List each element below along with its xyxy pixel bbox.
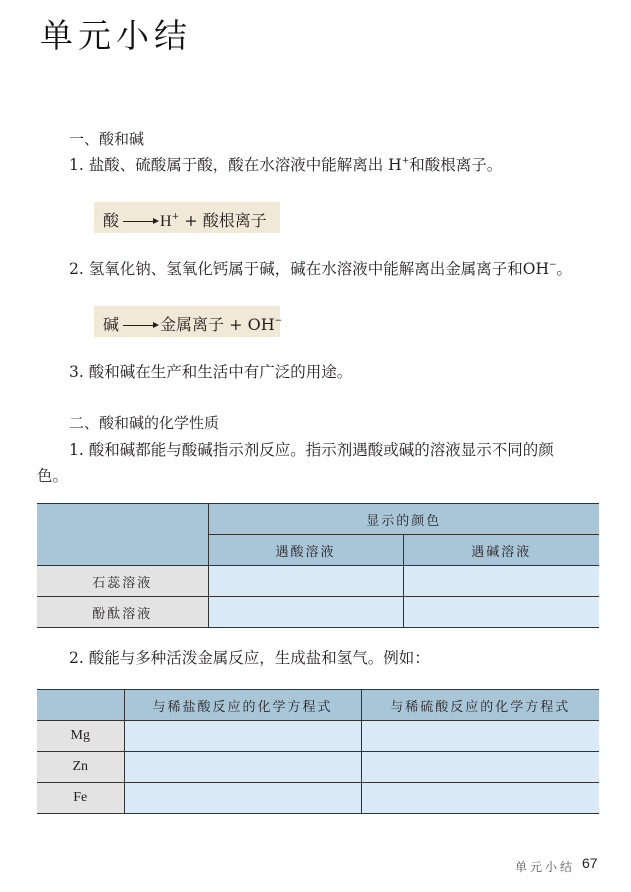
superscript: + [401,156,410,166]
col-header-base: 遇碱溶液 [403,535,599,566]
table-row [37,566,599,597]
table-row [37,721,599,752]
section2-item1-line1: 1. 酸和碱都能与酸碱指示剂反应。指示剂遇酸或碱的溶液显示不同的颜 [69,441,554,459]
item-text: 酸和碱在生产和生活中有广泛的用途。 [88,363,353,381]
answer-cell-fe-h2so4[interactable] [361,783,599,814]
answer-cell-mg-hcl[interactable] [124,721,361,752]
answer-cell-zn-h2so4[interactable] [361,752,599,783]
item-number: 3. [69,363,84,381]
group-header-color-shown: 显示的颜色 [208,504,599,535]
arrow-right-icon [123,221,157,222]
col-header-hcl: 与稀盐酸反应的化学方程式 [124,690,361,721]
table-corner-cell [37,690,124,721]
equation-box-acid [94,202,280,233]
page-title: 单元小结 [40,16,192,55]
item-text: 和酸根离子。 [409,156,503,174]
item-number: 2. [69,260,84,278]
item-text: 盐酸、硫酸属于酸，酸在水溶液中能解离出 H [88,156,402,174]
superscript: − [548,260,557,270]
indicator-color-table [37,503,599,628]
section-heading-chemical-properties: 二、酸和碱的化学性质 [69,414,220,432]
table-row [37,752,599,783]
item-text: 氢氧化钠、氢氧化钙属于碱，碱在水溶液中能解离出金属离子和OH [88,260,549,278]
table-row [37,783,599,814]
row-label-litmus: 石蕊溶液 [37,566,208,597]
col-header-h2so4: 与稀硫酸反应的化学方程式 [361,690,599,721]
equation-right: 金属离子 + OH− [160,315,283,334]
row-label-phenolphthalein: 酚酞溶液 [37,597,208,628]
arrow-right-icon [123,325,157,326]
item-text: 。 [556,260,573,278]
item-number: 1. [69,156,84,174]
equation-right: H+ + 酸根离子 [160,211,267,230]
metal-acid-reaction-table [37,689,599,814]
answer-cell-zn-hcl[interactable] [124,752,361,783]
section2-item1-line2: 色。 [37,467,69,485]
equation-left: 酸 [103,211,120,230]
section1-item2 [69,257,572,279]
answer-cell-phenolphthalein-acid[interactable] [208,597,403,628]
answer-cell-phenolphthalein-base[interactable] [403,597,599,628]
col-header-acid: 遇酸溶液 [208,535,403,566]
answer-cell-litmus-acid[interactable] [208,566,403,597]
table-corner-cell [37,504,208,566]
section1-item3 [69,360,352,382]
row-label-fe: Fe [37,783,124,814]
answer-cell-fe-hcl[interactable] [124,783,361,814]
row-label-zn: Zn [37,752,124,783]
row-label-mg: Mg [37,721,124,752]
answer-cell-mg-h2so4[interactable] [361,721,599,752]
footer-unit-label: 单元小结 [515,860,576,874]
section2-item2: 2. 酸能与多种活泼金属反应，生成盐和氢气。例如： [69,649,430,667]
equation-box-base [94,306,283,337]
equation-left: 碱 [103,315,120,334]
section-heading-acids-bases: 一、酸和碱 [69,130,145,148]
answer-cell-litmus-base[interactable] [403,566,599,597]
section1-item1 [69,153,502,175]
page-number: 67 [582,855,598,871]
table-row [37,597,599,628]
